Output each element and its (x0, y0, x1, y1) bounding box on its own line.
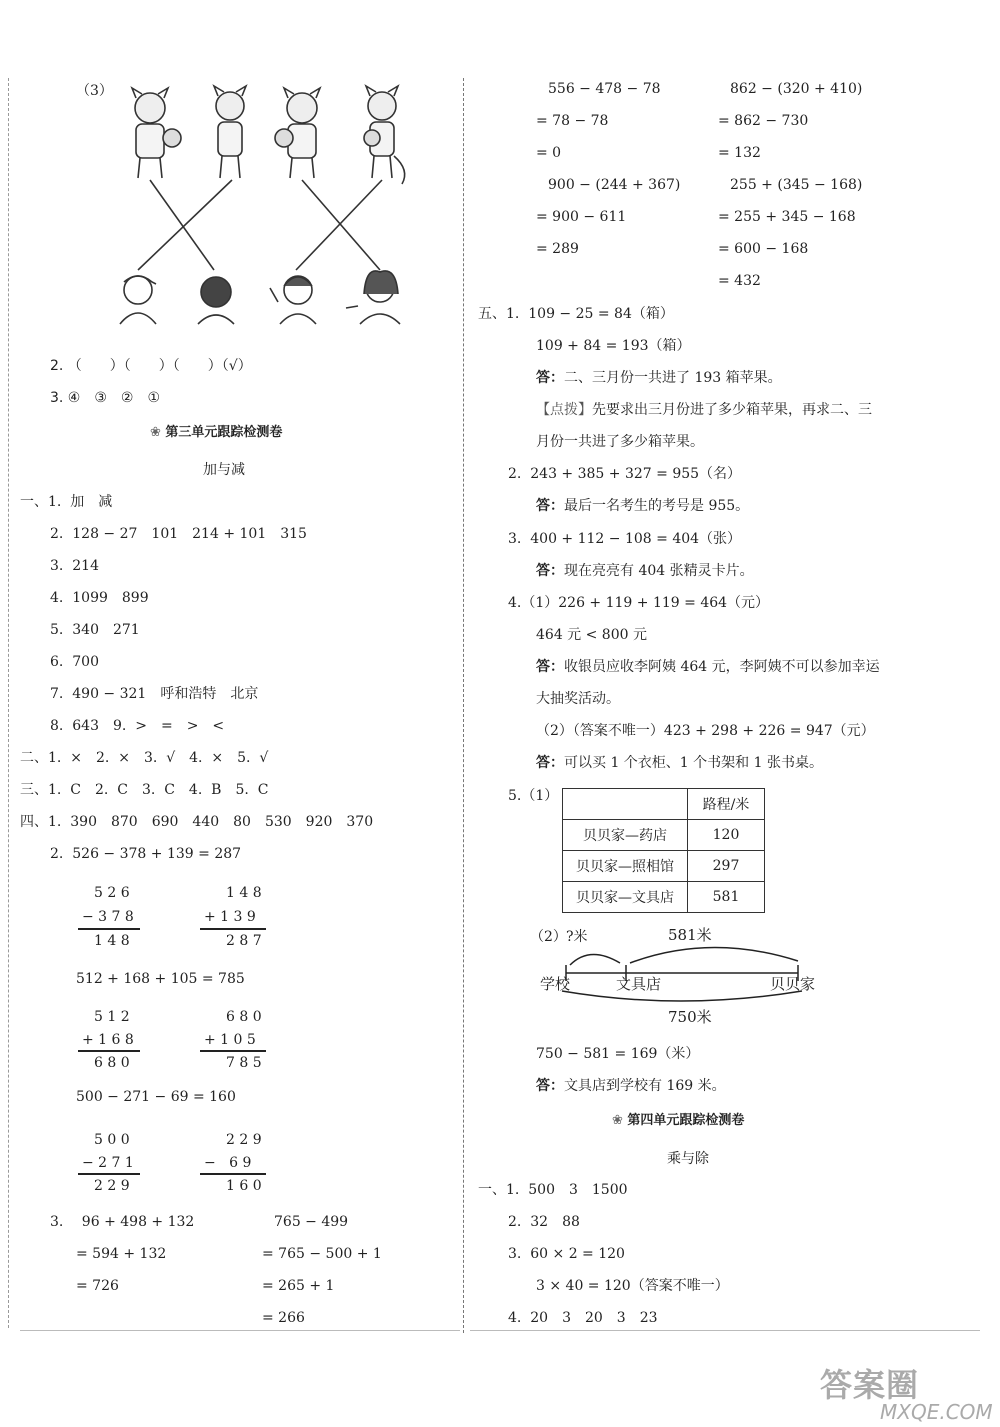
mascot-2-icon (214, 86, 246, 178)
brace-750 (562, 991, 802, 1001)
diag-581: 581米 (668, 926, 712, 944)
calc2-5: = 255 + 345 − 168 (718, 209, 856, 225)
unit4-title: ❀ 第四单元跟踪检测卷 (612, 1113, 745, 1128)
watermark-url: MXQE.COM (880, 1400, 993, 1424)
kid-back-icon (198, 277, 234, 324)
s4-3b-4: = 266 (262, 1310, 305, 1326)
p5-3b: 答：现在亮亮有 404 张精灵卡片。 (536, 563, 754, 579)
column-divider (463, 78, 464, 1333)
p5-4a: 4.（1）226 + 119 + 119 = 464（元） (508, 595, 770, 611)
p5-4c: 答：收银员应收李阿姨 464 元，李阿姨不可以参加幸运 (536, 659, 880, 675)
s4-3a-1: 3. 96 + 498 + 132 (50, 1214, 195, 1230)
s3: 三、1. C 2. C 3. C 4. B 5. C (20, 782, 269, 798)
p5-4f: 答：可以买 1 个衣柜、1 个书架和 1 张书桌。 (536, 755, 823, 771)
calc2-3: = 132 (718, 145, 761, 161)
calc2-7: = 432 (718, 273, 761, 289)
table-row: 贝贝家—药店 120 (563, 820, 765, 851)
mascot-1-icon (132, 88, 181, 178)
s4-1: 四、1. 390 870 690 440 80 530 920 370 (20, 814, 374, 830)
s1-5: 5. 340 271 (50, 622, 140, 638)
u4-2: 2. 32 88 (508, 1214, 580, 1230)
s1-3: 3. 214 (50, 558, 99, 574)
s4-3a-2: = 594 + 132 (76, 1246, 167, 1262)
u4-3a: 3. 60 × 2 = 120 (508, 1246, 625, 1262)
p5-4e: （2）（答案不唯一）423 + 298 + 226 = 947（元） (536, 723, 875, 739)
tip-line-2: 月份一共进了多少箱苹果。 (536, 434, 704, 450)
kid-cap-icon (120, 276, 156, 324)
calc1-1: 556 − 478 − 78 (548, 81, 661, 97)
kid-girl-icon (270, 276, 316, 324)
diag-750: 750米 (668, 1008, 712, 1026)
table-row: 贝贝家—照相馆 297 (563, 851, 765, 882)
p5-1c: 答：二、三月份一共进了 193 箱苹果。 (536, 370, 782, 386)
u4-4: 4. 20 3 20 3 23 (508, 1310, 658, 1326)
diag-store: 文具店 (616, 975, 662, 993)
kid-longhair-icon (346, 271, 400, 324)
calc1-2: = 78 − 78 (536, 113, 609, 129)
p5-4d: 大抽奖活动。 (536, 691, 620, 707)
p5-5-ans: 答：文具店到学校有 169 米。 (536, 1078, 726, 1094)
calc1-4: 900 − (244 + 367) (548, 177, 681, 193)
calc1-6: = 289 (536, 241, 579, 257)
diag-unknown: ?米 (566, 929, 588, 945)
mascot-4-icon (364, 86, 405, 184)
calc1-3: = 0 (536, 145, 562, 161)
matching-illustration (110, 80, 430, 340)
calc2-4: 255 + (345 − 168) (730, 177, 863, 193)
calc2-6: = 600 − 168 (718, 241, 809, 257)
q2-answer: 2. （ ）（ ）（ ）（√） (50, 358, 252, 374)
calc1-5: = 900 − 611 (536, 209, 627, 225)
p5-1b: 109 + 84 = 193（箱） (536, 338, 691, 354)
unit4-subtitle: 乘与除 (667, 1151, 709, 1167)
q3-answer: 3. ④ ③ ② ① (50, 390, 161, 406)
brace-581 (630, 947, 798, 963)
s1-8: 8. 643 9. > = > < (50, 718, 225, 734)
u4-1: 一、1. 500 3 1500 (478, 1182, 628, 1198)
page-edge-line (8, 78, 9, 1328)
s4-3b-2: = 765 − 500 + 1 (262, 1246, 382, 1262)
s1-2: 2. 128 − 27 101 214 + 101 315 (50, 526, 307, 542)
distance-table (562, 788, 765, 913)
p5-1a: 五、1. 109 − 25 = 84（箱） (478, 306, 674, 322)
brace-unknown (570, 954, 620, 965)
p5-3a: 3. 400 + 112 − 108 = 404（张） (508, 531, 742, 547)
s4-3b-3: = 265 + 1 (262, 1278, 335, 1294)
calc2-2: = 862 − 730 (718, 113, 809, 129)
diag-home: 贝贝家 (770, 975, 816, 993)
p5-2a: 2. 243 + 385 + 327 = 955（名） (508, 466, 742, 482)
paw-icon: ❀ (150, 425, 166, 440)
s4-3b-1: 765 − 499 (274, 1214, 349, 1230)
u4-3b: 3 × 40 = 120（答案不唯一） (536, 1278, 729, 1294)
eq2: 512 + 168 + 105 = 785 (76, 971, 245, 987)
calc2-1: 862 − (320 + 410) (730, 81, 863, 97)
footer-line-right (470, 1330, 980, 1331)
p5-5-2-label: （2） (530, 929, 567, 945)
s4-3a-3: = 726 (76, 1278, 119, 1294)
p5-5-label: 5.（1） (508, 788, 559, 804)
q3-label: （3） (76, 83, 113, 99)
table-header-row: 路程/米 (563, 789, 765, 820)
mascot-3-icon (275, 88, 320, 178)
s1-1: 一、1. 加 减 (20, 494, 113, 510)
diag-school: 学校 (540, 975, 571, 993)
s4-2: 2. 526 − 378 + 139 = 287 (50, 846, 242, 862)
p5-5-eq: 750 − 581 = 169（米） (536, 1046, 700, 1062)
table-row: 贝贝家—文具店 581 (563, 882, 765, 913)
match-line-1 (150, 180, 214, 270)
unit3-title: ❀ 第三单元跟踪检测卷 (150, 425, 283, 440)
s1-6: 6. 700 (50, 654, 99, 670)
footer-line-left (20, 1330, 460, 1331)
unit3-subtitle: 加与减 (203, 462, 245, 478)
s1-7: 7. 490 − 321 呼和浩特 北京 (50, 686, 259, 702)
watermark-logo: 答案圈 (820, 1366, 920, 1404)
eq3: 500 − 271 − 69 = 160 (76, 1089, 236, 1105)
s2: 二、1. × 2. × 3. √ 4. × 5. √ (20, 750, 269, 766)
p5-2b: 答：最后一名考生的考号是 955。 (536, 498, 750, 514)
p5-4b: 464 元 < 800 元 (536, 627, 647, 643)
tip-line-1: 【点拨】先要求出三月份进了多少箱苹果，再求二、三 (536, 402, 872, 418)
paw-icon: ❀ (612, 1113, 628, 1128)
s1-4: 4. 1099 899 (50, 590, 149, 606)
match-line-2 (138, 180, 232, 270)
